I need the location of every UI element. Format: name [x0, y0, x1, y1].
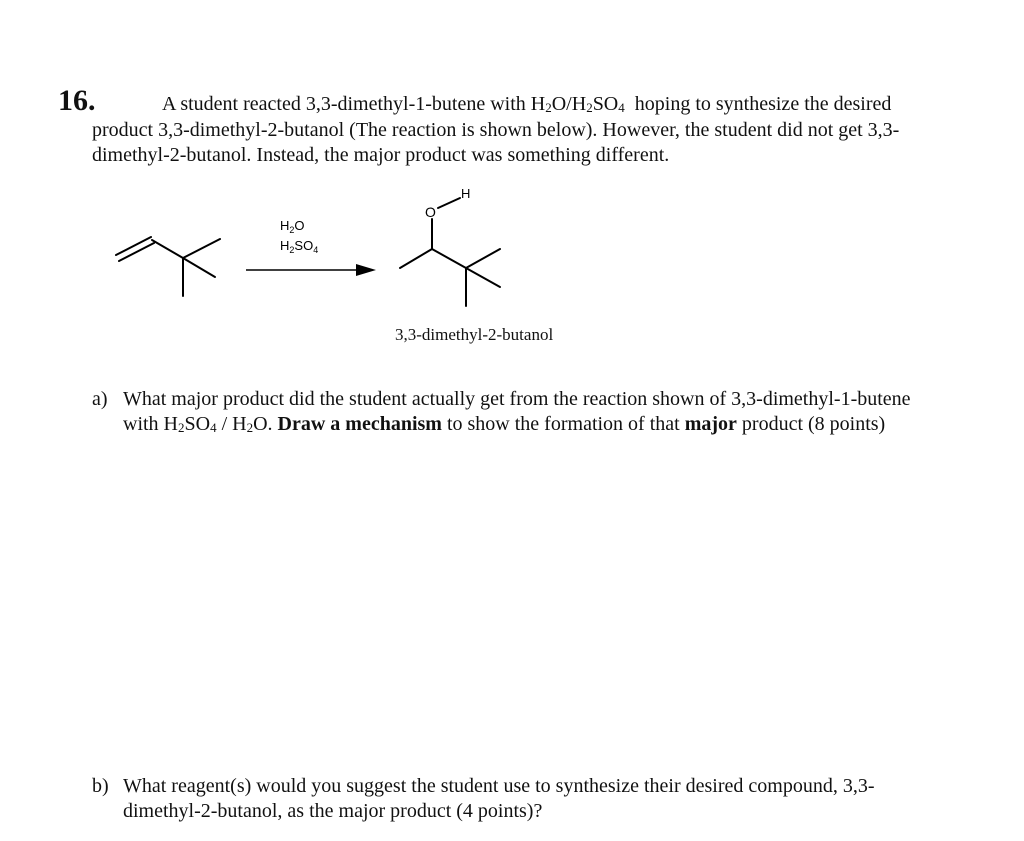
part-b-label: b) — [92, 775, 109, 797]
part-a-line-2: with H2SO4 / H2O. Draw a mechanism to show the formation of that major product (8 points) — [123, 413, 886, 435]
product-hydrogen-label: H — [461, 186, 471, 201]
major-emphasis: major — [684, 413, 737, 435]
reaction-scheme — [0, 180, 1024, 330]
part-a-line-1: What major product did the student actually get from the reaction shown of 3,3-dimethyl-1-butene — [123, 388, 911, 410]
reactant-structure — [116, 237, 220, 296]
draw-mechanism-emphasis: Draw a mechanism — [277, 413, 442, 435]
reagent-sulfuric-acid: $H_2SO_4$ — [280, 238, 319, 255]
intro-line-3: dimethyl-2-butanol. Instead, the major product was something different. — [92, 144, 670, 166]
part-b-line-1: What reagent(s) would you suggest the student use to synthesize their desired compound, 3,3- — [123, 775, 875, 797]
part-a-label: a) — [92, 388, 108, 410]
reaction-arrow — [246, 264, 376, 276]
question-number: 16. — [58, 84, 96, 117]
reagent-water: $H_2O$ — [280, 218, 305, 235]
product-oxygen-label: O — [425, 204, 436, 220]
product-structure — [400, 198, 500, 306]
intro-line-2: product 3,3-dimethyl-2-butanol (The reaction is shown below). However, the student did not get 3,3- — [92, 119, 900, 141]
intro-line-1: A student reacted 3,3-dimethyl-1-butene with H2O/H2SO4 hoping to synthesize the desired — [162, 93, 892, 115]
part-b-line-2: dimethyl-2-butanol, as the major product (4 points)? — [123, 800, 543, 822]
product-caption: 3,3-dimethyl-2-butanol — [395, 325, 554, 344]
